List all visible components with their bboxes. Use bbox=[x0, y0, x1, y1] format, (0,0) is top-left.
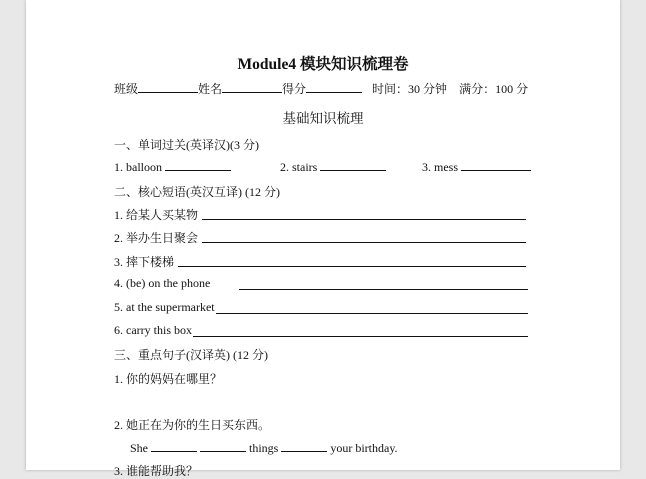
phrase-answer-line-4[interactable] bbox=[239, 289, 528, 290]
word-item-label: 1. balloon bbox=[114, 160, 162, 174]
section2-heading: 二、核心短语(英汉互译) (12 分) bbox=[114, 185, 280, 199]
phrase-answer-line-5[interactable] bbox=[216, 313, 528, 314]
phrase-item-5-label: 5. at the supermarket bbox=[114, 300, 215, 314]
word-blank-2[interactable] bbox=[320, 159, 386, 171]
sentence-item-3: 3. 谁能帮助我？ bbox=[114, 464, 199, 478]
phrase-answer-line-1[interactable] bbox=[202, 219, 526, 220]
sentence-item-2: 2. 她正在为你的生日买东西。 bbox=[114, 418, 271, 432]
sentence-item-1: 1. 你的妈妈在哪里？ bbox=[114, 372, 223, 386]
word-item-label: 3. mess bbox=[422, 160, 458, 174]
answer-word-she: She bbox=[130, 441, 148, 455]
section-subtitle: 基础知识梳理 bbox=[282, 111, 364, 126]
class-blank[interactable] bbox=[138, 81, 198, 93]
phrase-answer-line-3[interactable] bbox=[178, 266, 526, 267]
section1-heading: 一、单词过关(英译汉)(3 分) bbox=[114, 138, 259, 152]
phrase-item-4-label: 4. (be) on the phone bbox=[114, 276, 211, 290]
document-title: Module4 模块知识梳理卷 bbox=[237, 56, 409, 73]
time-label: 时间：30 分钟 bbox=[372, 82, 448, 96]
word-item-label: 2. stairs bbox=[280, 160, 318, 174]
section3-heading: 三、重点句子(汉译英) (12 分) bbox=[114, 348, 268, 362]
phrase-item-1-label: 1. 给某人买某物 bbox=[114, 208, 199, 222]
answer-blank-2[interactable] bbox=[200, 440, 246, 452]
sentence-2-answer-row bbox=[130, 440, 398, 456]
phrase-answer-line-6[interactable] bbox=[193, 336, 528, 337]
phrase-item-3-label: 3. 摔下楼梯 bbox=[114, 255, 175, 269]
answer-blank-1[interactable] bbox=[151, 440, 197, 452]
name-blank[interactable] bbox=[222, 81, 282, 93]
answer-word-birthday: your birthday. bbox=[330, 441, 398, 455]
class-label: 班级 bbox=[114, 82, 139, 96]
name-label: 姓名 bbox=[198, 82, 223, 96]
answer-blank-3[interactable] bbox=[281, 440, 327, 452]
word-blank-1[interactable] bbox=[165, 159, 231, 171]
word-item-1 bbox=[114, 159, 231, 175]
phrase-answer-line-2[interactable] bbox=[202, 242, 526, 243]
document-page bbox=[26, 0, 620, 478]
word-blank-3[interactable] bbox=[461, 159, 531, 171]
info-row bbox=[114, 80, 528, 97]
phrase-item-6-label: 6. carry this box bbox=[114, 323, 192, 337]
answer-word-things: things bbox=[249, 441, 279, 455]
phrase-item-2-label: 2. 举办生日聚会 bbox=[114, 231, 199, 245]
score-label: 得分 bbox=[282, 82, 307, 96]
score-blank[interactable] bbox=[306, 81, 362, 93]
full-score-label: 满分：100 分 bbox=[459, 82, 529, 96]
word-item-2 bbox=[280, 159, 386, 175]
word-item-3 bbox=[422, 159, 531, 175]
